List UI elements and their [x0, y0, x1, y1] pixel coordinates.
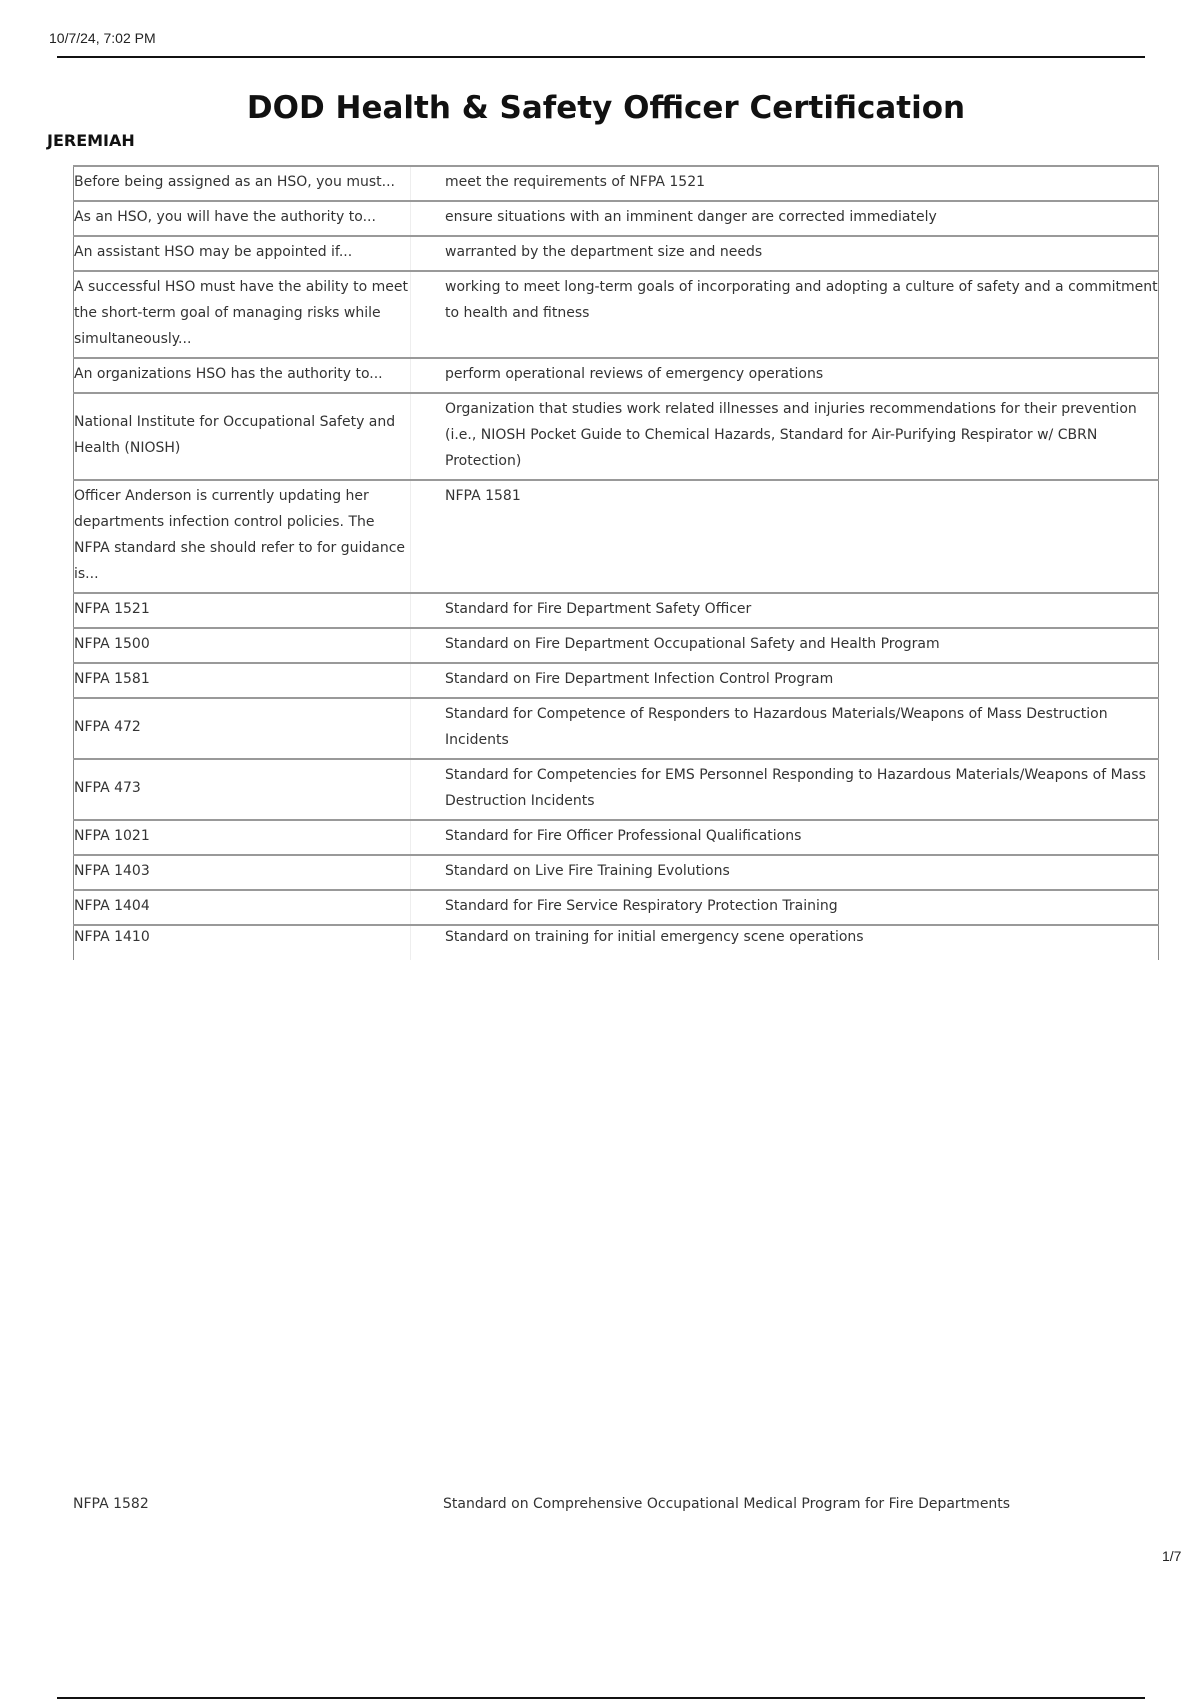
table-row	[74, 593, 1159, 628]
table-row	[74, 166, 1159, 201]
term-cell: As an HSO, you will have the authority to...	[74, 201, 411, 236]
term-cell: An assistant HSO may be appointed if...	[74, 236, 411, 271]
page-number: 1/7	[1162, 1548, 1182, 1564]
table-row	[74, 890, 1159, 925]
table-row	[74, 759, 1159, 820]
table-row	[74, 236, 1159, 271]
term-cell: NFPA 472	[74, 698, 411, 759]
table-row	[74, 271, 1159, 358]
table-row	[74, 698, 1159, 759]
definition-cell: NFPA 1581	[411, 480, 1159, 593]
table-row	[74, 820, 1159, 855]
definition-cell: Organization that studies work related illnesses and injuries recommendations for their prevention (i.e., NIOSH Pocket Guide to Chemical Hazards, Standard for Air-Purifying Respirator w/ CBRN Protection)	[411, 393, 1159, 480]
term-cell: NFPA 1521	[74, 593, 411, 628]
term-cell: NFPA 1403	[74, 855, 411, 890]
definition-cell: Standard on Fire Department Infection Control Program	[411, 663, 1159, 698]
definition-cell: Standard on Live Fire Training Evolutions	[411, 855, 1159, 890]
table-row	[74, 393, 1159, 480]
term-cell: NFPA 1021	[74, 820, 411, 855]
table-row	[74, 480, 1159, 593]
definition-cell: Standard for Fire Department Safety Officer	[411, 593, 1159, 628]
term-cell: A successful HSO must have the ability to meet the short-term goal of managing risks while simultaneously...	[74, 271, 411, 358]
table-row	[74, 855, 1159, 890]
term-cell: NFPA 473	[74, 759, 411, 820]
definition-cell: working to meet long-term goals of incorporating and adopting a culture of safety and a commitment to health and fitness	[411, 271, 1159, 358]
table-row	[74, 628, 1159, 663]
definition-cell: Standard for Fire Service Respiratory Protection Training	[411, 890, 1159, 925]
table-row	[74, 663, 1159, 698]
table-row	[74, 358, 1159, 393]
term-cell: Officer Anderson is currently updating her departments infection control policies. The NFPA standard she should refer to for guidance is...	[74, 480, 411, 593]
term-cell: NFPA 1404	[74, 890, 411, 925]
definition-cell: meet the requirements of NFPA 1521	[411, 166, 1159, 201]
term-cell: NFPA 1410	[74, 925, 411, 960]
footer-rule	[57, 1697, 1145, 1699]
page-title: DOD Health & Safety Officer Certification	[246, 90, 966, 126]
table-row	[74, 201, 1159, 236]
table-row	[74, 925, 1159, 960]
orphan-definition: Standard on Comprehensive Occupational Medical Program for Fire Departments	[443, 1496, 1011, 1512]
orphan-term: NFPA 1582	[73, 1496, 149, 1512]
term-cell: NFPA 1500	[74, 628, 411, 663]
definition-cell: Standard for Fire Officer Professional Qualifications	[411, 820, 1159, 855]
term-cell: An organizations HSO has the authority to...	[74, 358, 411, 393]
definition-cell: Standard for Competence of Responders to Hazardous Materials/Weapons of Mass Destruction Incidents	[411, 698, 1159, 759]
author-name: JEREMIAH	[47, 131, 135, 150]
term-cell: Before being assigned as an HSO, you must...	[74, 166, 411, 201]
definition-cell: ensure situations with an imminent danger are corrected immediately	[411, 201, 1159, 236]
flashcard-table	[73, 165, 1159, 960]
print-timestamp: 10/7/24, 7:02 PM	[49, 30, 156, 46]
definition-cell: Standard for Competencies for EMS Personnel Responding to Hazardous Materials/Weapons of Mass Destruction Incidents	[411, 759, 1159, 820]
definition-cell: Standard on training for initial emergency scene operations	[411, 925, 1159, 960]
definition-cell: warranted by the department size and needs	[411, 236, 1159, 271]
definition-cell: Standard on Fire Department Occupational Safety and Health Program	[411, 628, 1159, 663]
definition-cell: perform operational reviews of emergency operations	[411, 358, 1159, 393]
term-cell: National Institute for Occupational Safety and Health (NIOSH)	[74, 393, 411, 480]
term-cell: NFPA 1581	[74, 663, 411, 698]
header-rule	[57, 56, 1145, 58]
